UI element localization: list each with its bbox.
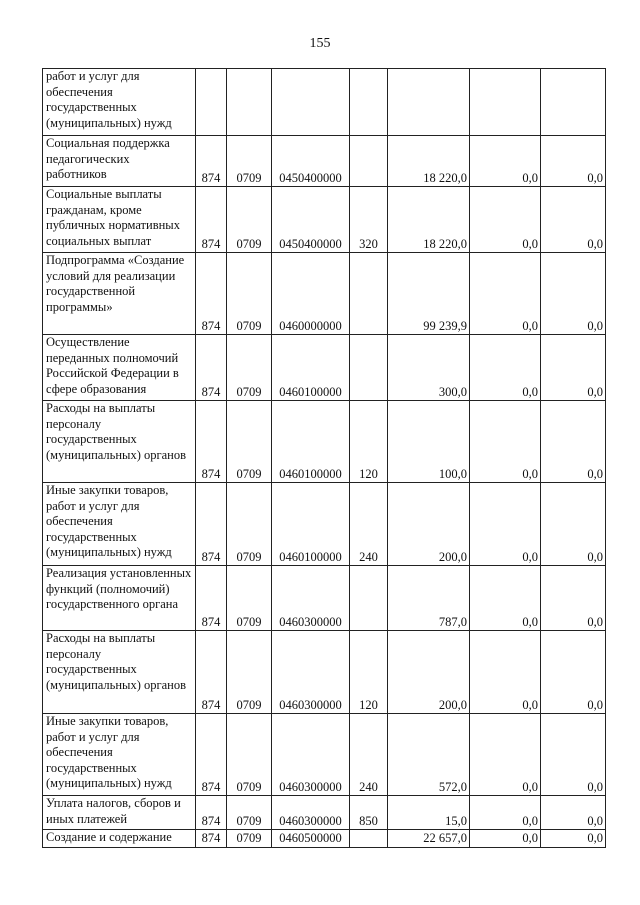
expense-type-cell: 120 <box>350 401 388 483</box>
target-article-cell: 0460100000 <box>272 483 350 566</box>
table-row <box>43 335 606 401</box>
target-article-cell: 0460300000 <box>272 796 350 830</box>
row-name-cell: Уплата налогов, сборов и иных платежей <box>43 796 196 830</box>
amount-cell: 0,0 <box>470 714 541 796</box>
amount-cell: 200,0 <box>388 631 470 714</box>
ministry-code-cell: 874 <box>196 335 227 401</box>
row-name-cell: работ и услуг для обеспечения государственных (муниципальных) нужд <box>43 69 196 136</box>
target-article-cell: 0450400000 <box>272 136 350 187</box>
expense-type-cell: 120 <box>350 631 388 714</box>
expense-type-cell <box>350 136 388 187</box>
table-row <box>43 796 606 830</box>
table-row <box>43 566 606 631</box>
expense-type-cell <box>350 830 388 848</box>
table-row <box>43 401 606 483</box>
target-article-cell: 0460100000 <box>272 335 350 401</box>
target-article-cell <box>272 69 350 136</box>
section-code-cell: 0709 <box>227 830 272 848</box>
amount-cell: 0,0 <box>541 335 606 401</box>
table-row <box>43 631 606 714</box>
amount-cell: 0,0 <box>470 136 541 187</box>
amount-cell: 15,0 <box>388 796 470 830</box>
amount-cell: 0,0 <box>541 830 606 848</box>
amount-cell: 18 220,0 <box>388 136 470 187</box>
ministry-code-cell: 874 <box>196 401 227 483</box>
table-row <box>43 830 606 848</box>
target-article-cell: 0460300000 <box>272 714 350 796</box>
target-article-cell: 0460000000 <box>272 253 350 335</box>
section-code-cell: 0709 <box>227 253 272 335</box>
section-code-cell: 0709 <box>227 631 272 714</box>
section-code-cell: 0709 <box>227 796 272 830</box>
amount-cell: 0,0 <box>470 335 541 401</box>
row-name-cell: Социальные выплаты гражданам, кроме публичных нормативных социальных выплат <box>43 187 196 253</box>
amount-cell: 0,0 <box>541 401 606 483</box>
table-row <box>43 253 606 335</box>
expense-type-cell <box>350 566 388 631</box>
amount-cell: 0,0 <box>470 566 541 631</box>
page-number: 155 <box>309 36 331 51</box>
target-article-cell: 0460300000 <box>272 566 350 631</box>
amount-cell: 0,0 <box>541 566 606 631</box>
amount-cell: 0,0 <box>541 187 606 253</box>
amount-cell <box>541 69 606 136</box>
amount-cell: 18 220,0 <box>388 187 470 253</box>
ministry-code-cell: 874 <box>196 830 227 848</box>
ministry-code-cell: 874 <box>196 136 227 187</box>
ministry-code-cell: 874 <box>196 253 227 335</box>
row-name-cell: Иные закупки товаров, работ и услуг для обеспечения государственных (муниципальных) нужд <box>43 483 196 566</box>
row-name-cell: Подпрограмма «Создание условий для реализации государственной программы» <box>43 253 196 335</box>
amount-cell: 0,0 <box>470 187 541 253</box>
expense-type-cell: 850 <box>350 796 388 830</box>
amount-cell: 0,0 <box>541 483 606 566</box>
amount-cell <box>388 69 470 136</box>
amount-cell: 200,0 <box>388 483 470 566</box>
amount-cell: 0,0 <box>470 253 541 335</box>
amount-cell <box>470 69 541 136</box>
table-row <box>43 69 606 136</box>
section-code-cell: 0709 <box>227 335 272 401</box>
amount-cell: 787,0 <box>388 566 470 631</box>
ministry-code-cell <box>196 69 227 136</box>
row-name-cell: Реализация установленных функций (полномочий) государственного органа <box>43 566 196 631</box>
expense-type-cell: 320 <box>350 187 388 253</box>
section-code-cell: 0709 <box>227 187 272 253</box>
section-code-cell: 0709 <box>227 483 272 566</box>
section-code-cell: 0709 <box>227 566 272 631</box>
section-code-cell: 0709 <box>227 136 272 187</box>
expense-type-cell <box>350 253 388 335</box>
row-name-cell: Расходы на выплаты персоналу государственных (муниципальных) органов <box>43 401 196 483</box>
budget-table <box>42 68 606 848</box>
target-article-cell: 0460100000 <box>272 401 350 483</box>
target-article-cell: 0450400000 <box>272 187 350 253</box>
expense-type-cell: 240 <box>350 714 388 796</box>
amount-cell: 0,0 <box>541 796 606 830</box>
section-code-cell: 0709 <box>227 714 272 796</box>
amount-cell: 0,0 <box>541 136 606 187</box>
amount-cell: 0,0 <box>470 631 541 714</box>
table-row <box>43 136 606 187</box>
amount-cell: 0,0 <box>470 830 541 848</box>
table-row <box>43 714 606 796</box>
expense-type-cell: 240 <box>350 483 388 566</box>
amount-cell: 572,0 <box>388 714 470 796</box>
ministry-code-cell: 874 <box>196 187 227 253</box>
row-name-cell: Иные закупки товаров, работ и услуг для обеспечения государственных (муниципальных) нужд <box>43 714 196 796</box>
row-name-cell: Расходы на выплаты персоналу государственных (муниципальных) органов <box>43 631 196 714</box>
row-name-cell: Создание и содержание <box>43 830 196 848</box>
amount-cell: 0,0 <box>541 714 606 796</box>
row-name-cell: Социальная поддержка педагогических работников <box>43 136 196 187</box>
amount-cell: 0,0 <box>470 796 541 830</box>
amount-cell: 0,0 <box>541 253 606 335</box>
amount-cell: 0,0 <box>541 631 606 714</box>
amount-cell: 100,0 <box>388 401 470 483</box>
amount-cell: 300,0 <box>388 335 470 401</box>
ministry-code-cell: 874 <box>196 631 227 714</box>
ministry-code-cell: 874 <box>196 796 227 830</box>
amount-cell: 0,0 <box>470 483 541 566</box>
ministry-code-cell: 874 <box>196 566 227 631</box>
expense-type-cell <box>350 335 388 401</box>
target-article-cell: 0460500000 <box>272 830 350 848</box>
amount-cell: 99 239,9 <box>388 253 470 335</box>
expense-type-cell <box>350 69 388 136</box>
ministry-code-cell: 874 <box>196 714 227 796</box>
section-code-cell <box>227 69 272 136</box>
section-code-cell: 0709 <box>227 401 272 483</box>
ministry-code-cell: 874 <box>196 483 227 566</box>
target-article-cell: 0460300000 <box>272 631 350 714</box>
amount-cell: 0,0 <box>470 401 541 483</box>
table-row <box>43 187 606 253</box>
table-row <box>43 483 606 566</box>
amount-cell: 22 657,0 <box>388 830 470 848</box>
row-name-cell: Осуществление переданных полномочий Российской Федерации в сфере образования <box>43 335 196 401</box>
